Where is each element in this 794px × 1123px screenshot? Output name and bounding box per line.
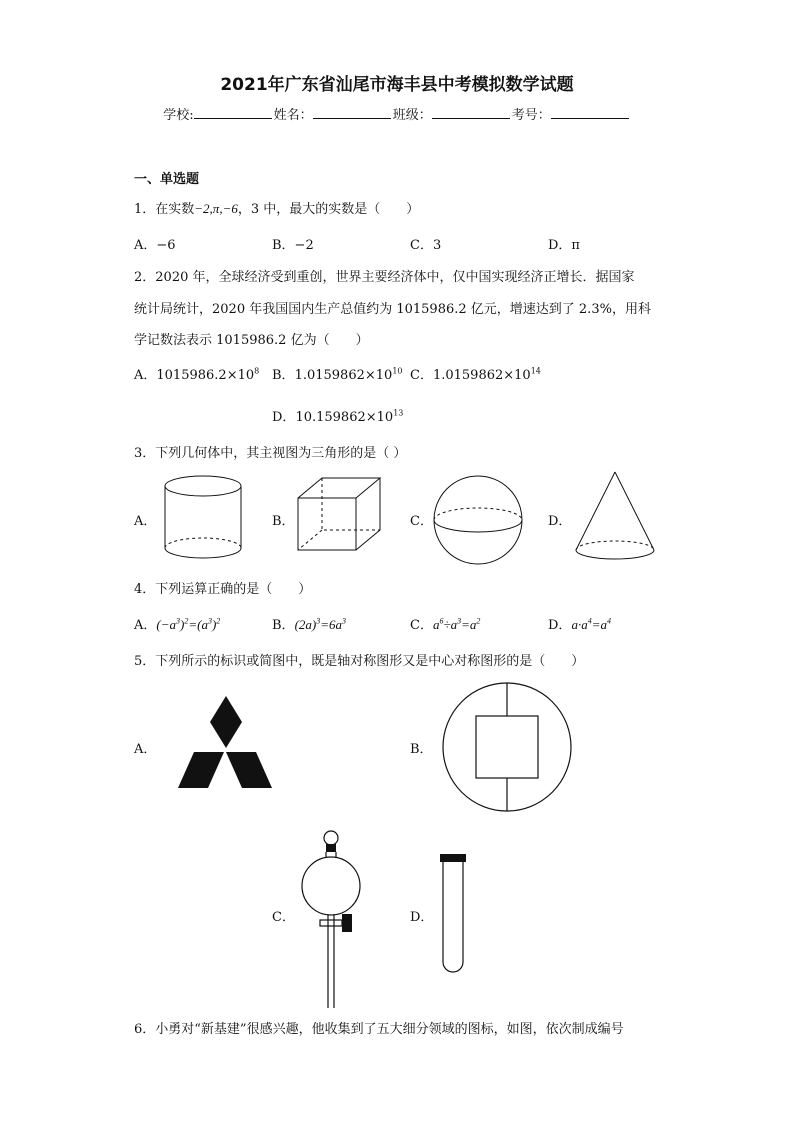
- question-2-line-3: 学记数法表示 1015986.2 亿为（ ）: [134, 333, 369, 348]
- q2-option-a: A．$1015986.2\times 10^8$: [134, 366, 260, 383]
- section-title: 一、单选题: [134, 172, 200, 187]
- q5-option-b: B．: [410, 742, 433, 757]
- test-tube-figure: [436, 852, 472, 976]
- id-label: 考号：: [511, 108, 551, 123]
- name-label: 姓名：: [273, 108, 313, 123]
- cylinder-figure: [160, 474, 246, 564]
- q5-option-d: D．: [410, 910, 434, 925]
- question-2-line-2: 统计局统计，2020 年我国国内生产总值约为 1015986.2 亿元，增速达到了 2.3%，用科: [134, 302, 651, 317]
- q1-option-a: A．−6: [134, 238, 176, 253]
- q4-option-a: A．$(-a^3)^2=(a^3)^2$: [134, 616, 221, 633]
- q2-option-d: D．$10.159862\times 10^{13}$: [272, 408, 404, 425]
- q1-option-d: D．π: [548, 238, 580, 253]
- question-6: 6．小勇对“新基建”很感兴趣，他收集到了五大细分领域的图标，如图，依次制成编号: [134, 1022, 624, 1037]
- q1-option-c: C．3: [410, 238, 442, 253]
- id-blank: [551, 106, 629, 119]
- q1-numbers: −2,π,−6: [194, 201, 238, 216]
- question-4: 4．下列运算正确的是（ ）: [134, 582, 312, 597]
- class-label: 班级：: [392, 108, 432, 123]
- question-5: 5．下列所示的标识或简图中，既是轴对称图形又是中心对称图形的是（ ）: [134, 654, 585, 669]
- q4-option-b: B．$(2a)^3=6a^3$: [272, 616, 347, 633]
- q3-option-a: A．: [134, 514, 157, 529]
- question-3: 3．下列几何体中，其主视图为三角形的是（ ）: [134, 446, 407, 461]
- q4-option-d: D．$a\cdot a^4=a^4$: [548, 616, 611, 633]
- q2-option-b: B．$1.0159862\times 10^{10}$: [272, 366, 403, 383]
- question-2-line-1: 2．2020 年，全球经济受到重创，世界主要经济体中，仅中国实现经济正增长．据国家: [134, 270, 635, 285]
- q3-option-d: D．: [548, 514, 572, 529]
- sphere-figure: [432, 474, 524, 566]
- page-title: 2021年广东省汕尾市海丰县中考模拟数学试题: [220, 75, 574, 95]
- name-blank: [313, 106, 391, 119]
- three-diamond-logo-figure: [176, 694, 280, 790]
- student-info-line: [0, 104, 794, 123]
- q3-option-b: B．: [272, 514, 295, 529]
- q3-option-c: C．: [410, 514, 433, 529]
- class-blank: [432, 106, 510, 119]
- q5-option-a: A．: [134, 742, 157, 757]
- school-blank: [194, 106, 272, 119]
- q5-option-c: C．: [272, 910, 295, 925]
- question-1: 1．在实数−2,π,−6，3 中，最大的实数是（ ）: [134, 201, 420, 217]
- separatory-funnel-figure: [300, 828, 370, 1012]
- circle-square-figure: [440, 682, 574, 812]
- q1-option-b: B．−2: [272, 238, 314, 253]
- cube-figure: [296, 476, 386, 556]
- q4-option-c: C．$a^6\div a^3=a^2$: [410, 616, 481, 633]
- school-label: 学校:: [163, 108, 194, 123]
- cone-figure: [572, 470, 662, 560]
- q2-option-c: C．$1.0159862\times 10^{14}$: [410, 366, 541, 383]
